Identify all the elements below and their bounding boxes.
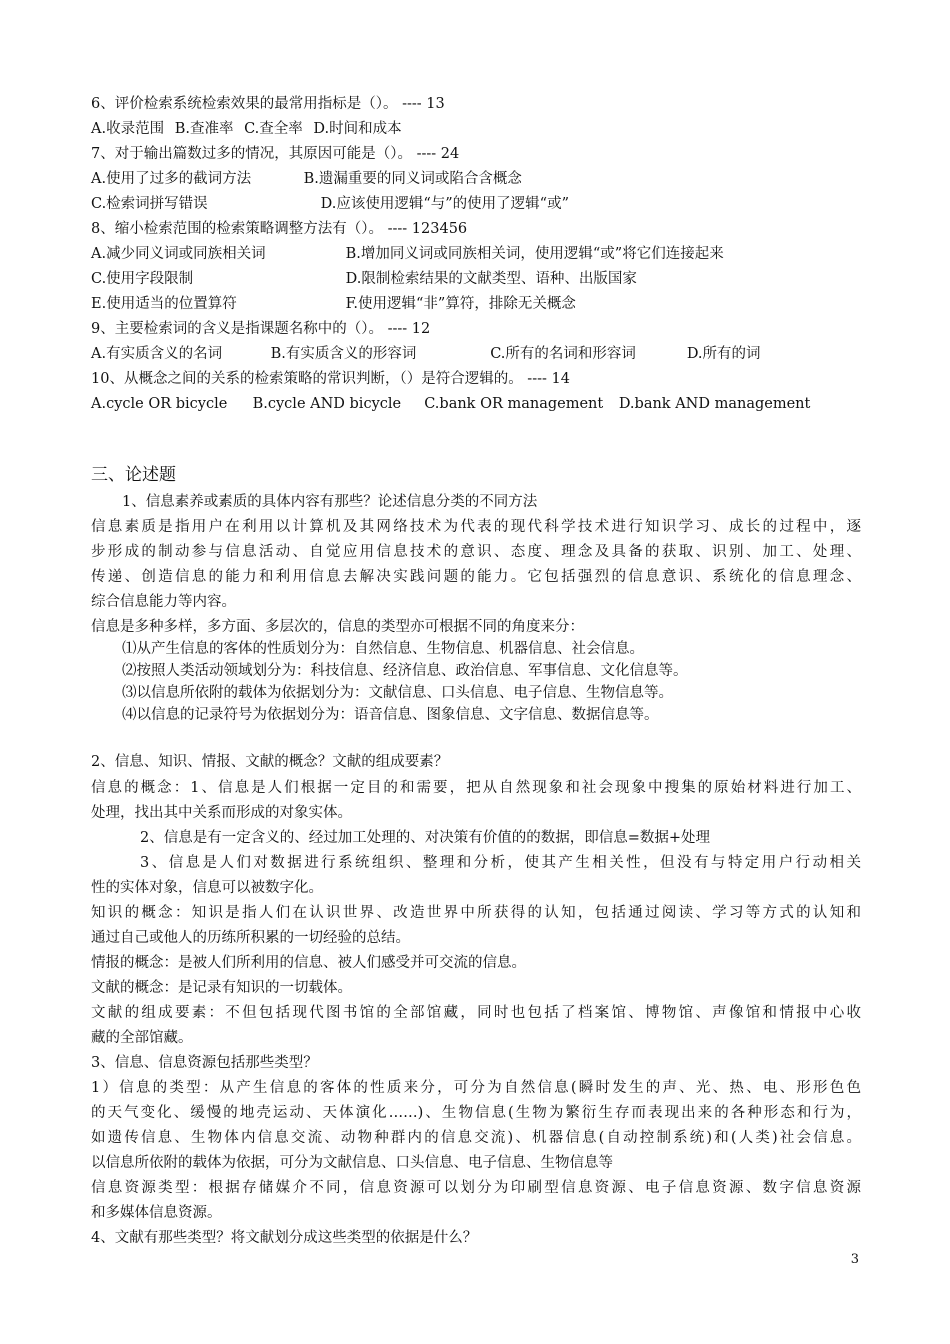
q8-option-c: C.使用字段限制 <box>91 271 194 287</box>
q6-option-c: C.查全率 <box>244 121 303 137</box>
essay1-item3: ⑶以信息所依附的载体为依据划分为：文献信息、口头信息、电子信息、生物信息等。 <box>122 685 673 701</box>
essay1-p1-line1: 信息素质是指用户在利用以计算机及其网络技术为代表的现代科学技术进行知识学习、成长的过程中，逐 <box>91 519 861 535</box>
q8-option-d: D.限制检索结果的文献类型、语种、出版国家 <box>345 271 637 287</box>
q6-option-d: D.时间和成本 <box>313 121 402 137</box>
essay1-item4: ⑷以信息的记录符号为依据划分为：语音信息、图象信息、文字信息、数据信息等。 <box>122 707 659 723</box>
q9-options <box>91 344 761 364</box>
q7-option-d: D.应该使用逻辑“与”的使用了逻辑“或” <box>320 196 569 212</box>
essay3-p2: 以信息所依附的载体为依据，可分为文献信息、口头信息、电子信息、生物信息等 <box>91 1155 613 1171</box>
essay1-p1-line3: 传递、创造信息的能力和利用信息去解决实践问题的能力。它包括强烈的信息意识、系统化的信息理念、 <box>91 569 861 585</box>
q7-options-row1 <box>91 169 522 189</box>
q10-options <box>91 394 810 414</box>
q7-stem: 7、对于输出篇数过多的情况，其原因可能是（）。 ---- 24 <box>91 146 460 162</box>
essay1-question: 1、信息素养或素质的具体内容有那些？论述信息分类的不同方法 <box>122 494 538 510</box>
q8-stem: 8、缩小检索范围的检索策略调整方法有（）。 ---- 123456 <box>91 221 468 237</box>
essay2-knowledge-line2: 通过自己或他人的历练所积累的一切经验的总结。 <box>91 930 410 946</box>
q9-option-a: A.有实质含义的名词 <box>91 346 223 362</box>
essay2-knowledge-line1: 知识的概念：知识是指人们在认识世界、改造世界中所获得的认知，包括通过阅读、学习等方式的认知和 <box>91 905 861 921</box>
q9-option-c: C.所有的名词和形容词 <box>490 346 636 362</box>
essay1-item2: ⑵按照人类活动领域划分为：科技信息、经济信息、政治信息、军事信息、文化信息等。 <box>122 663 688 679</box>
q7-options-row2 <box>91 194 569 214</box>
q10-option-b: B.cycle AND bicycle <box>252 396 402 412</box>
essay2-info2: 2、信息是有一定含义的、经过加工处理的、对决策有价值的的数据，即信息=数据+处理 <box>140 830 711 846</box>
q10-option-c: C.bank OR management <box>424 396 604 412</box>
q9-option-b: B.有实质含义的形容词 <box>270 346 417 362</box>
q6-options <box>91 119 402 139</box>
page-number: 3 <box>850 1252 859 1267</box>
q8-options-row1 <box>91 244 724 264</box>
q7-option-b: B.遗漏重要的同义词或陷合含概念 <box>303 171 522 187</box>
q8-option-b: B.增加同义词或同族相关词，使用逻辑“或”将它们连接起来 <box>345 246 724 262</box>
q10-stem: 10、从概念之间的关系的检索策略的常识判断，（）是符合逻辑的。 ---- 14 <box>91 371 570 387</box>
q8-option-f: F.使用逻辑“非”算符，排除无关概念 <box>345 296 576 312</box>
q9-option-d: D.所有的词 <box>686 346 761 362</box>
q7-option-a: A.使用了过多的截词方法 <box>91 171 252 187</box>
essay1-item1: ⑴从产生信息的客体的性质划分为：自然信息、生物信息、机器信息、社会信息。 <box>122 641 644 657</box>
section-heading: 三、论述题 <box>91 465 176 485</box>
q9-stem: 9、主要检索词的含义是指课题名称中的（）。 ---- 12 <box>91 321 431 337</box>
essay2-question: 2、信息、知识、情报、文献的概念？文献的组成要素？ <box>91 754 449 770</box>
essay3-p1-line3: 如遗传信息、生物体内信息交流、动物种群内的信息交流)、机器信息(自动控制系统)和(人类)社会信息。 <box>91 1130 861 1146</box>
essay4-question: 4、文献有那些类型？将文献划分成这些类型的依据是什么？ <box>91 1230 478 1246</box>
essay2-info1-line2: 处理，找出其中关系而形成的对象实体。 <box>91 805 352 821</box>
essay2-info3-line2: 性的实体对象，信息可以被数字化。 <box>91 880 323 896</box>
essay2-info3-line1: 3、信息是人们对数据进行系统组织、整理和分析，使其产生相关性，但没有与特定用户行动相关 <box>140 855 861 871</box>
q8-option-a: A.减少同义词或同族相关词 <box>91 246 266 262</box>
q8-options-row3 <box>91 294 576 314</box>
q10-option-d: D.bank AND management <box>618 396 811 412</box>
essay3-question: 3、信息、信息资源包括那些类型？ <box>91 1055 318 1071</box>
q10-option-a: A.cycle OR bicycle <box>91 396 228 412</box>
essay1-p1-line4: 综合信息能力等内容。 <box>91 594 236 610</box>
essay3-p1-line2: 的天气变化、缓慢的地壳运动、天体演化……)、生物信息(生物为繁衍生存而表现出来的各种形态和行为， <box>91 1105 861 1121</box>
essay2-elements-line1: 文献的组成要素：不但包括现代图书馆的全部馆藏，同时也包括了档案馆、博物馆、声像馆和情报中心收 <box>91 1005 861 1021</box>
q6-stem: 6、评价检索系统检索效果的最常用指标是（）。 ---- 13 <box>91 96 445 112</box>
essay2-info1-line1: 信息的概念：1、信息是人们根据一定目的和需要，把从自然现象和社会现象中搜集的原始材料进行加工、 <box>91 780 861 796</box>
q8-option-e: E.使用适当的位置算符 <box>91 296 237 312</box>
q6-option-a: A.收录范围 <box>91 121 165 137</box>
essay3-p3-line2: 和多媒体信息资源。 <box>91 1205 222 1221</box>
essay2-intelligence: 情报的概念：是被人们所利用的信息、被人们感受并可交流的信息。 <box>91 955 526 971</box>
essay2-elements-line2: 藏的全部馆藏。 <box>91 1030 193 1046</box>
q6-option-b: B.查准率 <box>174 121 234 137</box>
essay2-document: 文献的概念：是记录有知识的一切载体。 <box>91 980 352 996</box>
q8-options-row2 <box>91 269 637 289</box>
essay1-p1-line2: 步形成的制动参与信息活动、自觉应用信息技术的意识、态度、理念及具备的获取、识别、加工、处理、 <box>91 544 861 560</box>
q7-option-c: C.检索词拼写错误 <box>91 196 208 212</box>
essay3-p3-line1: 信息资源类型：根据存储媒介不同，信息资源可以划分为印刷型信息资源、电子信息资源、数字信息资源 <box>91 1180 861 1196</box>
essay1-p2: 信息是多种多样，多方面、多层次的，信息的类型亦可根据不同的角度来分： <box>91 619 584 635</box>
essay3-p1-line1: 1）信息的类型：从产生信息的客体的性质来分，可分为自然信息(瞬时发生的声、光、热、电、形形色色 <box>91 1080 861 1096</box>
